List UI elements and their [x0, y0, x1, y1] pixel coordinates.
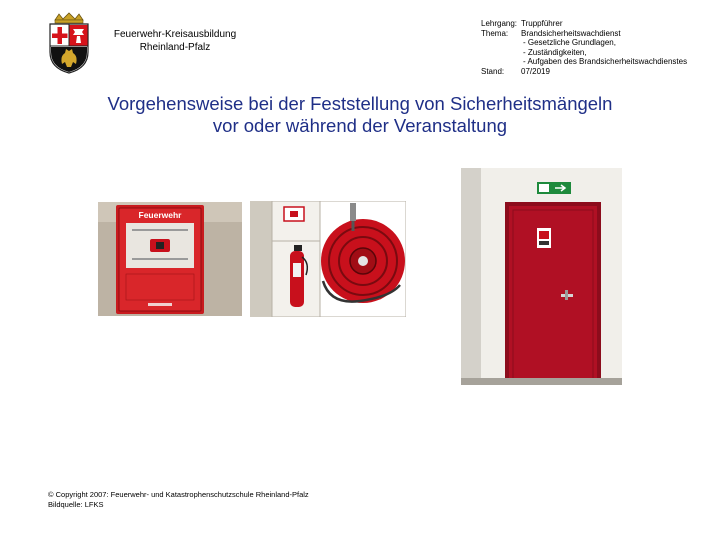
status-label: Stand: — [481, 66, 505, 76]
rlp-coat-of-arms-logo — [46, 12, 92, 74]
hose-reel-cabinet-photo — [250, 201, 406, 317]
fire-alarm-box-photo — [98, 202, 242, 316]
slide-title-line-1: Vorgehensweise bei der Feststellung von Sicherheitsmängeln — [107, 93, 613, 114]
topic-label: Thema: — [481, 28, 509, 38]
organization-line-2: Rheinland-Pfalz — [139, 42, 211, 53]
image-source-text: Bildquelle: LFKS — [48, 500, 104, 509]
topic-value: Brandsicherheitswachdienst — [521, 28, 621, 38]
status-value: 07/2019 — [521, 66, 550, 76]
alarm-box-label: Feuerwehr — [138, 210, 182, 220]
topic-item: - Gesetzliche Grundlagen, — [523, 38, 616, 48]
course-value: Truppführer — [521, 19, 563, 28]
topic-item: - Aufgaben des Brandsicherheitswachdienstes — [523, 57, 688, 67]
course-info — [481, 19, 717, 77]
copyright-text: © Copyright 2007: Feuerwehr- und Katastrophenschutzschule Rheinland-Pfalz — [48, 490, 309, 499]
emergency-exit-door-photo — [461, 168, 622, 385]
course-label: Lehrgang: — [481, 19, 518, 28]
slide-title-line-2: vor oder während der Veranstaltung — [212, 115, 508, 136]
topic-item: - Zuständigkeiten, — [523, 47, 587, 57]
slide-title — [30, 93, 690, 137]
footer — [48, 490, 309, 510]
organization-line-1: Feuerwehr-Kreisausbildung — [113, 29, 237, 40]
organization-name — [100, 28, 250, 54]
